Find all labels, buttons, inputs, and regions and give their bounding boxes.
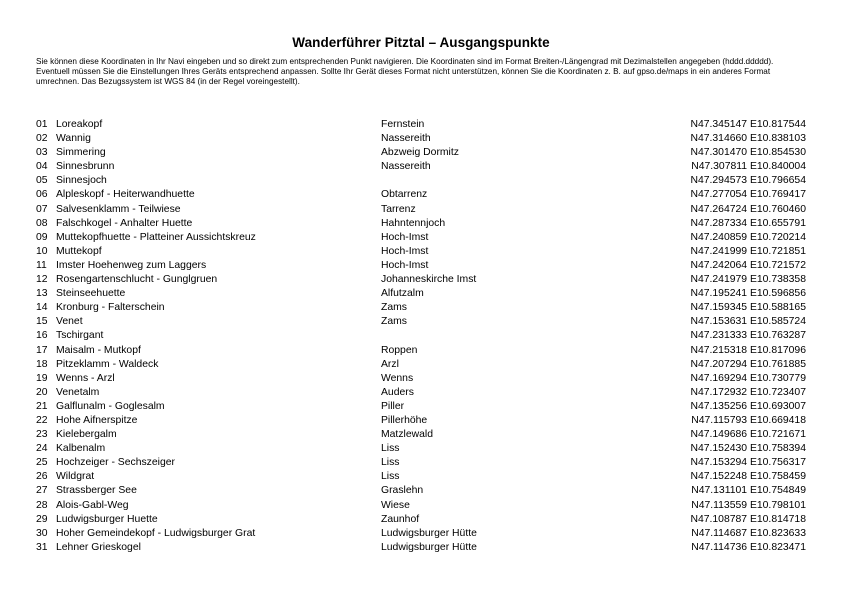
point-number: 03 [36, 147, 48, 159]
point-name: Lehner Grieskogel [56, 541, 141, 553]
list-item [36, 146, 806, 160]
point-coordinates: N47.277054 E10.769417 [690, 189, 806, 201]
point-name: Kronburg - Falterschein [56, 302, 165, 314]
list-item [36, 188, 806, 202]
point-coordinates: N47.242064 E10.721572 [690, 259, 806, 271]
point-name: Kielebergalm [56, 429, 117, 441]
point-start-location: Zams [381, 316, 407, 328]
point-name: Hoher Gemeindekopf - Ludwigsburger Grat [56, 527, 256, 539]
point-name: Maisalm - Mutkopf [56, 344, 141, 356]
list-item [36, 456, 806, 470]
point-number: 07 [36, 203, 48, 215]
point-coordinates: N47.240859 E10.720214 [690, 231, 806, 243]
list-item [36, 118, 806, 132]
point-number: 11 [36, 259, 47, 271]
point-coordinates: N47.152430 E10.758394 [690, 443, 806, 455]
point-number: 20 [36, 386, 48, 398]
point-name: Muttekopf [56, 245, 102, 257]
point-coordinates: N47.113559 E10.798101 [691, 499, 806, 511]
point-start-location: Wiese [381, 499, 410, 511]
list-item [36, 499, 806, 513]
point-coordinates: N47.152248 E10.758459 [690, 471, 806, 483]
point-name: Imster Hoehenweg zum Laggers [56, 259, 207, 271]
point-coordinates: N47.215318 E10.817096 [690, 344, 806, 356]
list-item [36, 160, 806, 174]
point-name: Ludwigsburger Huette [56, 513, 158, 525]
list-item [36, 386, 806, 400]
point-name: Muttekopfhuette - Platteiner Aussichtskreuz [56, 231, 256, 243]
point-start-location: Zaunhof [381, 513, 420, 525]
list-item [36, 470, 806, 484]
point-start-location: Arzl [381, 358, 399, 370]
point-start-location: Johanneskirche Imst [381, 274, 477, 286]
point-name: Loreakopf [56, 119, 103, 130]
list-item [36, 174, 806, 188]
point-start-location: Liss [381, 457, 400, 469]
point-number: 17 [36, 344, 48, 356]
point-start-location: Abzweig Dormitz [381, 147, 459, 159]
point-coordinates: N47.115793 E10.669418 [691, 414, 806, 426]
point-coordinates: N47.241979 E10.738358 [690, 274, 806, 286]
point-coordinates: N47.345147 E10.817544 [690, 119, 806, 130]
point-number: 22 [36, 414, 48, 426]
point-start-location: Obtarrenz [381, 189, 428, 201]
point-start-location: Hoch-Imst [381, 259, 429, 271]
list-item [36, 513, 806, 527]
point-number: 05 [36, 175, 48, 187]
point-start-location: Wenns [381, 372, 414, 384]
point-coordinates: N47.114687 E10.823633 [691, 527, 806, 539]
list-item [36, 259, 806, 273]
point-name: Venet [56, 316, 83, 328]
point-number: 31 [36, 541, 48, 553]
list-item [36, 358, 806, 372]
point-start-location: Pillerhöhe [381, 414, 428, 426]
point-coordinates: N47.241999 E10.721851 [690, 245, 806, 257]
list-item [36, 344, 806, 358]
point-start-location: Liss [381, 471, 400, 483]
point-number: 29 [36, 513, 48, 525]
point-start-location: Tarrenz [381, 203, 416, 215]
point-number: 25 [36, 457, 48, 469]
point-number: 02 [36, 133, 48, 145]
point-start-location: Nassereith [381, 133, 431, 145]
point-coordinates: N47.135256 E10.693007 [690, 400, 806, 412]
point-name: Alois-Gabl-Weg [56, 499, 129, 511]
point-name: Alpleskopf - Heiterwandhuette [56, 189, 195, 201]
point-start-location: Liss [381, 443, 400, 455]
point-coordinates: N47.153294 E10.756317 [690, 457, 806, 469]
point-coordinates: N47.264724 E10.760460 [690, 203, 806, 215]
point-number: 23 [36, 429, 48, 441]
list-item [36, 484, 806, 498]
point-start-location: Auders [381, 386, 414, 398]
point-name: Kalbenalm [56, 443, 106, 455]
point-coordinates: N47.108787 E10.814718 [690, 513, 806, 525]
point-name: Hohe Aifnerspitze [56, 414, 138, 426]
list-item [36, 428, 806, 442]
point-coordinates: N47.301470 E10.854530 [690, 147, 806, 159]
point-start-location: Fernstein [381, 119, 425, 130]
point-coordinates: N47.172932 E10.723407 [690, 386, 806, 398]
point-name: Salvesenklamm - Teilwiese [56, 203, 181, 215]
list-item [36, 231, 806, 245]
list-item [36, 301, 806, 315]
point-start-location: Graslehn [381, 485, 424, 497]
point-coordinates: N47.307811 E10.840004 [691, 161, 806, 173]
point-number: 06 [36, 189, 48, 201]
list-item [36, 372, 806, 386]
list-item [36, 541, 806, 555]
point-name: Sinnesbrunn [56, 161, 115, 173]
point-name: Pitzeklamm - Waldeck [56, 358, 159, 370]
intro-text [36, 57, 811, 88]
list-item [36, 132, 806, 146]
point-coordinates: N47.159345 E10.588165 [690, 302, 806, 314]
page-title: Wanderführer Pitztal – Ausgangspunkte [292, 35, 550, 50]
point-name: Wildgrat [56, 471, 95, 483]
point-coordinates: N47.294573 E10.796654 [690, 175, 806, 187]
point-coordinates: N47.195241 E10.596856 [690, 288, 806, 300]
point-coordinates: N47.131101 E10.754849 [691, 485, 806, 497]
point-name: Sinnesjoch [56, 175, 107, 187]
point-number: 15 [36, 316, 48, 328]
point-start-location: Hoch-Imst [381, 231, 429, 243]
point-name: Strassberger See [56, 485, 137, 497]
point-start-location: Nassereith [381, 161, 431, 173]
point-number: 27 [36, 485, 48, 497]
list-item [36, 442, 806, 456]
list-item [36, 414, 806, 428]
list-item [36, 315, 806, 329]
point-start-location: Roppen [381, 344, 418, 356]
point-number: 28 [36, 499, 48, 511]
point-name: Galflunalm - Goglesalm [56, 400, 165, 412]
point-coordinates: N47.149686 E10.721671 [690, 429, 806, 441]
point-number: 10 [36, 245, 48, 257]
point-coordinates: N47.207294 E10.761885 [690, 358, 806, 370]
point-coordinates: N47.114736 E10.823471 [691, 541, 806, 553]
starting-points-list [36, 118, 806, 555]
point-coordinates: N47.153631 E10.585724 [690, 316, 806, 328]
point-start-location: Ludwigsburger Hütte [381, 527, 477, 539]
point-start-location: Hoch-Imst [381, 245, 429, 257]
point-number: 24 [36, 443, 48, 455]
point-name: Hochzeiger - Sechszeiger [56, 457, 175, 469]
point-start-location: Matzlewald [381, 429, 433, 441]
intro-paragraph-2: Eventuell müssen Sie die Einstellungen Ihres Geräts entsprechend anpassen. Sollte Ihr Gerät dieses Format nicht unterstützen, können Sie die Koordinaten z. B. auf gpso.de/maps in ein anderes Format umrechnen. Das Bezugssystem ist WGS 84 (in der Regel voreingestellt). [36, 67, 771, 87]
point-number: 30 [36, 527, 48, 539]
list-item [36, 203, 806, 217]
point-start-location: Ludwigsburger Hütte [381, 541, 477, 553]
point-number: 21 [36, 400, 48, 412]
list-item [36, 245, 806, 259]
list-item [36, 287, 806, 301]
point-number: 04 [36, 161, 48, 173]
point-number: 18 [36, 358, 48, 370]
point-name: Wannig [56, 133, 91, 145]
point-number: 12 [36, 274, 48, 286]
point-name: Rosengartenschlucht - Gunglgruen [56, 274, 218, 286]
point-number: 14 [36, 302, 48, 314]
point-name: Wenns - Arzl [56, 372, 115, 384]
list-item [36, 527, 806, 541]
point-name: Falschkogel - Anhalter Huette [56, 217, 193, 229]
point-number: 19 [36, 372, 48, 384]
point-number: 16 [36, 330, 48, 342]
point-number: 13 [36, 288, 48, 300]
point-start-location: Hahntennjoch [381, 217, 446, 229]
list-item [36, 273, 806, 287]
point-coordinates: N47.287334 E10.655791 [690, 217, 806, 229]
point-start-location: Piller [381, 400, 405, 412]
list-item [36, 400, 806, 414]
list-item [36, 329, 806, 343]
point-coordinates: N47.314660 E10.838103 [690, 133, 806, 145]
point-coordinates: N47.231333 E10.763287 [690, 330, 806, 342]
point-start-location: Zams [381, 302, 407, 314]
point-name: Simmering [56, 147, 106, 159]
point-number: 01 [36, 119, 48, 130]
point-start-location: Alfutzalm [381, 288, 424, 300]
point-name: Tschirgant [56, 330, 104, 342]
list-item [36, 217, 806, 231]
intro-paragraph-1: Sie können diese Koordinaten in Ihr Navi eingeben und so direkt zum entsprechenden Punkt navigieren. Die Koordinaten sind im Format Breiten-/Längengrad mit Dezimalstellen angegeben (hddd.ddddd). [36, 57, 774, 66]
point-number: 08 [36, 217, 48, 229]
point-coordinates: N47.169294 E10.730779 [690, 372, 806, 384]
point-number: 26 [36, 471, 48, 483]
point-name: Steinseehuette [56, 288, 126, 300]
point-name: Venetalm [56, 386, 100, 398]
point-number: 09 [36, 231, 48, 243]
